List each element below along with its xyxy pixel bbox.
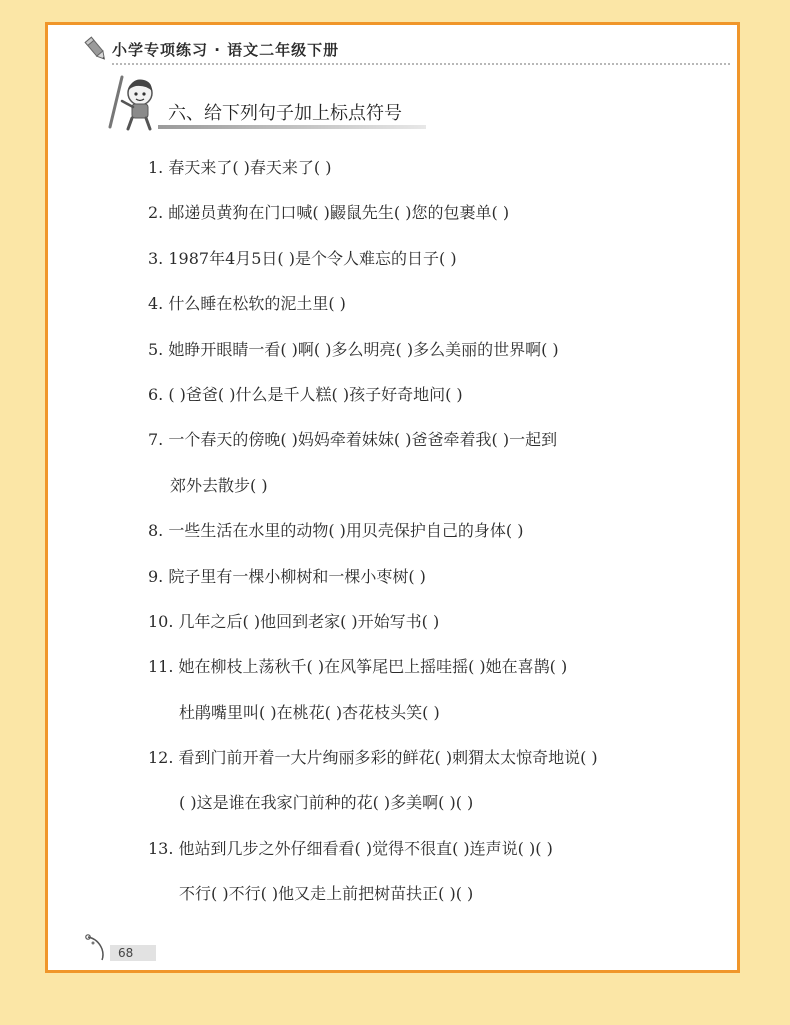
question-12-continued: ( )这是谁在我家门前种的花( )多美啊( )( ) — [179, 793, 474, 813]
pencil-icon — [84, 35, 108, 63]
question-7: 7. 一个春天的傍晚( )妈妈牵着妹妹( )爸爸牵着我( )一起到 — [148, 430, 558, 450]
page-footer — [84, 931, 204, 961]
question-13: 13. 他站到几步之外仔细看看( )觉得不很直( )连声说( )( ) — [148, 838, 553, 858]
question-6: 6. ( )爸爸( )什么是千人糕( )孩子好奇地问( ) — [148, 384, 463, 404]
section-underline — [158, 125, 426, 129]
question-2: 2. 邮递员黄狗在门口喊( )鼹鼠先生( )您的包裹单( ) — [148, 203, 510, 223]
question-5: 5. 她睁开眼睛一看( )啊( )多么明亮( )多么美丽的世界啊( ) — [148, 339, 559, 359]
worksheet-page — [45, 22, 740, 973]
question-1: 1. 春天来了( )春天来了( ) — [148, 158, 332, 177]
page-header — [84, 35, 694, 65]
question-12: 12. 看到门前开着一大片绚丽多彩的鲜花( )刺猬太太惊奇地说( ) — [148, 748, 598, 768]
question-11: 11. 她在柳枝上荡秋千( )在风筝尾巴上摇哇摇( )她在喜鹊( ) — [148, 657, 568, 677]
header-divider — [112, 63, 730, 65]
section-heading — [106, 71, 436, 133]
question-7-continued: 郊外去散步( ) — [170, 475, 268, 495]
question-11-continued: 杜鹃嘴里叫( )在桃花( )杏花枝头笑( ) — [179, 702, 440, 722]
question-8: 8. 一些生活在水里的动物( )用贝壳保护自己的身体( ) — [148, 521, 524, 541]
question-3: 3. 1987年4月5日( )是个令人难忘的日子( ) — [148, 248, 457, 268]
page-number: 68 — [110, 945, 156, 961]
question-9: 9. 院子里有一棵小柳树和一棵小枣树( ) — [148, 566, 426, 586]
question-10: 10. 几年之后( )他回到老家( )开始写书( ) — [148, 611, 440, 631]
section-title: 六、给下列句子加上标点符号 — [168, 103, 402, 124]
question-13-continued: 不行( )不行( )他又走上前把树苗扶正( )( ) — [179, 884, 474, 904]
question-list — [148, 151, 708, 923]
question-4: 4. 什么睡在松软的泥土里( ) — [148, 294, 346, 314]
mascot-icon — [106, 71, 168, 133]
swirl-icon — [84, 931, 110, 961]
book-title: 小学专项练习 · 语文二年级下册 — [112, 41, 340, 59]
